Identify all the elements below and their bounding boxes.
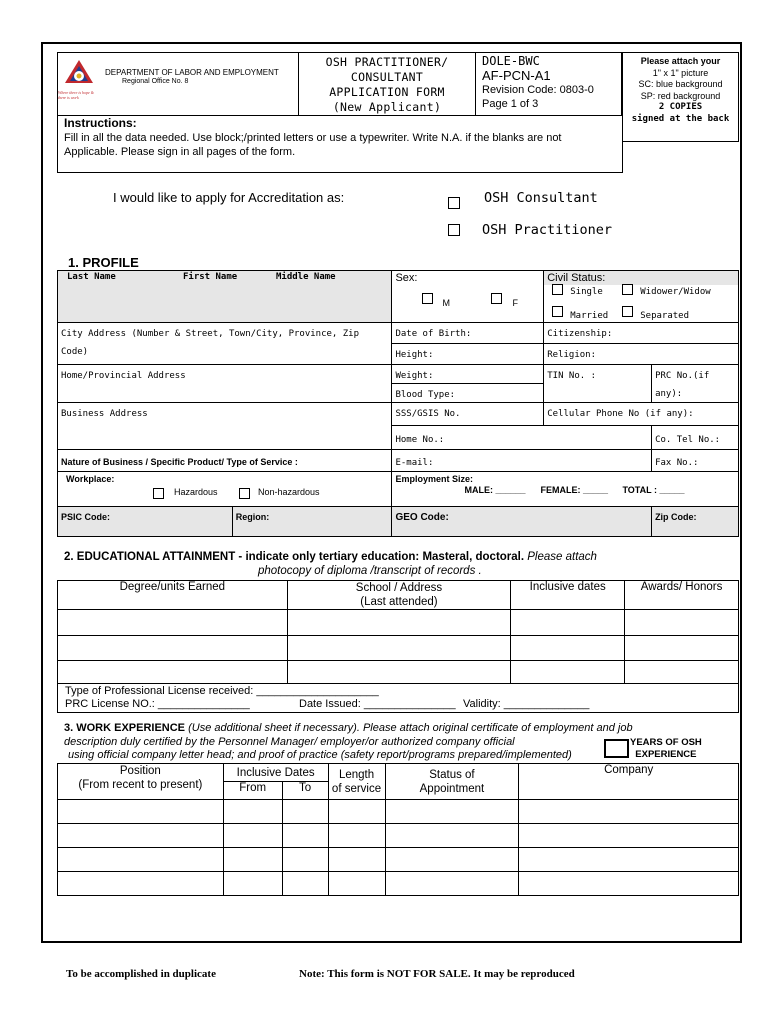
citizenship-field[interactable]	[544, 323, 739, 344]
fax-field[interactable]	[652, 450, 739, 472]
name-field[interactable]	[58, 271, 392, 323]
form-title-line: OSH PRACTITIONER/	[325, 55, 449, 69]
education-heading-sub: photocopy of diploma /transcript of records .	[258, 565, 482, 577]
osh-consultant-label: OSH Consultant	[484, 190, 598, 206]
work-cell[interactable]	[328, 848, 385, 872]
weight-label: Weight:	[395, 371, 434, 381]
work-cell[interactable]	[282, 824, 328, 848]
work-cell[interactable]	[385, 824, 519, 848]
dob-label: Date of Birth:	[395, 329, 472, 339]
work-cell[interactable]	[519, 872, 739, 896]
col-position-label: Position	[119, 765, 161, 777]
years-experience-label	[630, 737, 702, 761]
cellular-label: Cellular Phone No (if any):	[547, 409, 694, 419]
dob-field[interactable]	[392, 323, 544, 344]
form-title-line: APPLICATION FORM	[329, 85, 445, 99]
instructions-title: Instructions:	[64, 116, 137, 130]
tin-field[interactable]	[544, 365, 652, 403]
separated-checkbox[interactable]	[622, 306, 633, 317]
prc-field[interactable]	[652, 365, 739, 403]
work-cell[interactable]	[282, 800, 328, 824]
non-hazardous-label: Non-hazardous	[258, 487, 320, 497]
education-heading-attach: Please attach	[524, 551, 597, 563]
photo-line: 2 COPIES	[658, 102, 703, 112]
instructions-text: Fill in all the data needed. Use block;/printed letters or use a typewriter. Write N.A. if the blanks are not Applicable. Please sign in all pages of the form.	[64, 132, 562, 158]
edu-cell[interactable]	[511, 610, 625, 636]
form-code: AF-PCN-A1	[482, 68, 551, 83]
edu-cell[interactable]	[287, 636, 511, 661]
workplace-field	[58, 472, 392, 507]
work-table	[57, 763, 739, 896]
education-heading-note: - indicate only tertiary education: Masteral, doctoral.	[235, 551, 525, 563]
religion-field[interactable]	[544, 344, 739, 365]
work-cell[interactable]	[519, 800, 739, 824]
sex-f-checkbox[interactable]	[491, 293, 502, 304]
sex-label: Sex:	[395, 272, 418, 284]
col-school-label: School / Address	[355, 582, 443, 594]
work-cell[interactable]	[519, 848, 739, 872]
col-inclusive-dates: Inclusive dates	[511, 581, 625, 610]
col-length	[328, 764, 385, 800]
regional-office: Regional Office No. 8	[122, 78, 189, 85]
tin-label: TIN No. :	[547, 371, 597, 381]
work-cell[interactable]	[282, 848, 328, 872]
edu-cell[interactable]	[625, 636, 739, 661]
email-label: E-mail:	[395, 457, 434, 468]
height-label: Height:	[395, 350, 434, 360]
edu-cell[interactable]	[511, 661, 625, 684]
edu-cell[interactable]	[625, 610, 739, 636]
work-heading-number: 3. WORK EXPERIENCE	[64, 722, 186, 734]
col-status-sub: Appointment	[419, 782, 485, 795]
region-field[interactable]	[232, 507, 392, 537]
work-cell[interactable]	[519, 824, 739, 848]
form-title	[298, 55, 476, 115]
col-awards: Awards/ Honors	[625, 581, 739, 610]
osh-consultant-checkbox[interactable]	[448, 197, 460, 209]
license-validity: Validity: ______________	[463, 698, 590, 710]
revision-code: Revision Code: 0803-0	[482, 84, 594, 96]
footer-not-for-sale: Note: This form is NOT FOR SALE. It may be reproduced	[299, 968, 575, 980]
work-cell[interactable]	[385, 800, 519, 824]
work-heading-line2: description duly certified by the Personnel Manager/ employer/or authorized company official	[64, 736, 515, 748]
profile-table	[57, 270, 739, 537]
footer-duplicate-note: To be accomplished in duplicate	[66, 968, 216, 980]
page-number: Page 1 of 3	[482, 98, 539, 110]
prc-license-no: PRC License NO.: _______________	[65, 698, 250, 710]
sss-label: SSS/GSIS No.	[395, 409, 461, 419]
last-name-label: Last Name	[67, 272, 116, 282]
home-no-label: Home No.:	[395, 434, 445, 445]
edu-cell[interactable]	[287, 610, 511, 636]
fax-label: Fax No.:	[655, 457, 699, 468]
work-cell[interactable]	[223, 848, 282, 872]
work-cell[interactable]	[385, 872, 519, 896]
years-line: EXPERIENCE	[635, 749, 697, 760]
osh-practitioner-label: OSH Practitioner	[482, 222, 613, 238]
work-cell[interactable]	[282, 872, 328, 896]
work-cell[interactable]	[223, 800, 282, 824]
education-table	[57, 580, 739, 713]
form-code-block	[482, 54, 594, 111]
license-date-issued: Date Issued: _______________	[299, 698, 456, 710]
cellular-field[interactable]	[544, 403, 739, 426]
photo-line: Please attach your	[640, 56, 721, 66]
employment-size-label: Employment Size:	[395, 474, 473, 484]
city-address-label: City Address (Number & Street, Town/City, Province, Zip Code)	[61, 329, 360, 357]
col-school	[287, 581, 511, 610]
middle-name-label: Middle Name	[276, 272, 336, 282]
photo-instructions	[622, 56, 739, 125]
accreditation-prompt: I would like to apply for Accreditation as:	[113, 190, 345, 205]
col-company: Company	[519, 764, 739, 800]
male-count: MALE: ______	[464, 485, 526, 495]
edu-cell[interactable]	[58, 661, 288, 684]
city-address-field[interactable]	[58, 323, 392, 365]
business-address-label: Business Address	[61, 409, 148, 419]
edu-cell[interactable]	[58, 636, 288, 661]
work-cell[interactable]	[223, 824, 282, 848]
col-degree: Degree/units Earned	[58, 581, 288, 610]
photo-line: 1" x 1" picture	[652, 67, 709, 78]
osh-practitioner-checkbox[interactable]	[448, 224, 460, 236]
work-heading	[64, 722, 633, 734]
psic-label: PSIC Code:	[61, 512, 111, 522]
married-checkbox[interactable]	[552, 306, 563, 317]
hazardous-label: Hazardous	[174, 487, 218, 497]
co-tel-field[interactable]	[652, 426, 739, 450]
work-heading-line3: using official company letter head; and proof of practice (safety report/programs prepared/implemented)	[68, 749, 572, 761]
prc-label: PRC No.(if any):	[655, 371, 710, 399]
work-cell[interactable]	[328, 800, 385, 824]
work-cell[interactable]	[328, 872, 385, 896]
sex-m-label: M	[442, 298, 450, 308]
work-cell[interactable]	[58, 800, 224, 824]
col-position	[58, 764, 224, 800]
single-label: Single	[570, 287, 603, 297]
col-school-sub: (Last attended)	[360, 596, 438, 608]
edu-cell[interactable]	[58, 610, 288, 636]
col-status	[385, 764, 519, 800]
sex-m-checkbox[interactable]	[422, 293, 433, 304]
education-heading	[64, 551, 597, 563]
first-name-label: First Name	[183, 272, 238, 282]
home-address-field[interactable]	[58, 365, 392, 403]
edu-cell[interactable]	[287, 661, 511, 684]
col-length-sub: of service	[331, 782, 382, 795]
work-cell[interactable]	[385, 848, 519, 872]
civil-status-field	[544, 271, 739, 323]
photo-line: SC: blue background	[638, 79, 723, 89]
work-cell[interactable]	[223, 872, 282, 896]
separated-label: Separated	[640, 311, 690, 321]
agency-code: DOLE-BWC	[482, 54, 540, 68]
female-count: FEMALE: _____	[540, 485, 608, 495]
married-label: Married	[570, 311, 609, 321]
geo-field[interactable]	[392, 507, 652, 537]
sex-f-label: F	[512, 298, 518, 308]
col-inclusive: Inclusive Dates	[223, 764, 328, 782]
work-cell[interactable]	[58, 872, 224, 896]
widower-label: Widower/Widow	[640, 287, 711, 297]
single-checkbox[interactable]	[552, 284, 563, 295]
col-status-label: Status of	[429, 768, 475, 781]
nature-business-label: Nature of Business / Specific Product/ Type of Service :	[61, 456, 298, 467]
geo-label: GEO Code:	[395, 512, 449, 523]
col-position-sub: (From recent to present)	[78, 779, 203, 791]
zip-label: Zip Code:	[655, 512, 697, 522]
home-address-label: Home/Provincial Address	[61, 371, 186, 381]
logo-tagline: Where there is hope & there is work	[58, 90, 94, 100]
form-title-line: (New Applicant)	[332, 100, 442, 114]
workplace-label: Workplace:	[66, 474, 115, 484]
profile-heading: 1. PROFILE	[68, 255, 139, 270]
nature-business-field[interactable]	[58, 450, 392, 472]
col-length-label: Length	[338, 768, 375, 781]
col-from: From	[223, 782, 282, 800]
height-field[interactable]	[392, 344, 544, 365]
sss-field[interactable]	[392, 403, 544, 426]
years-line: YEARS OF OSH	[630, 737, 702, 748]
photo-line: signed at the back	[631, 113, 730, 124]
work-cell[interactable]	[58, 848, 224, 872]
photo-line: SP: red background	[640, 90, 721, 101]
license-type: Type of Professional License received: ____________________	[65, 685, 379, 697]
work-cell[interactable]	[328, 824, 385, 848]
civil-status-label: Civil Status:	[547, 272, 606, 284]
co-tel-label: Co. Tel No.:	[655, 434, 721, 445]
business-address-field[interactable]	[58, 403, 392, 450]
blood-type-label: Blood Type:	[395, 390, 456, 400]
sex-field	[392, 271, 544, 323]
psic-field[interactable]	[58, 507, 233, 537]
employment-size-field[interactable]	[392, 472, 739, 507]
license-block[interactable]	[58, 684, 739, 713]
zip-field[interactable]	[652, 507, 739, 537]
hazardous-checkbox[interactable]	[153, 488, 164, 499]
years-experience-box[interactable]	[604, 739, 629, 758]
blood-type-field[interactable]	[392, 384, 544, 403]
education-heading-number: 2. EDUCATIONAL ATTAINMENT	[64, 551, 236, 563]
work-heading-note: (Use additional sheet if necessary). Please attach original certificate of employment and job	[185, 722, 633, 734]
col-to: To	[282, 782, 328, 800]
edu-cell[interactable]	[511, 636, 625, 661]
region-label: Region:	[235, 512, 270, 522]
widower-checkbox[interactable]	[622, 284, 633, 295]
citizenship-label: Citizenship:	[547, 329, 613, 339]
work-cell[interactable]	[58, 824, 224, 848]
department-name: DEPARTMENT OF LABOR AND EMPLOYMENT	[105, 68, 279, 77]
home-no-field[interactable]	[392, 426, 652, 450]
edu-cell[interactable]	[625, 661, 739, 684]
weight-field[interactable]	[392, 365, 544, 384]
non-hazardous-checkbox[interactable]	[239, 488, 250, 499]
total-count: TOTAL : _____	[622, 485, 685, 495]
form-title-line: CONSULTANT	[350, 70, 424, 84]
email-field[interactable]	[392, 450, 652, 472]
religion-label: Religion:	[547, 350, 597, 360]
